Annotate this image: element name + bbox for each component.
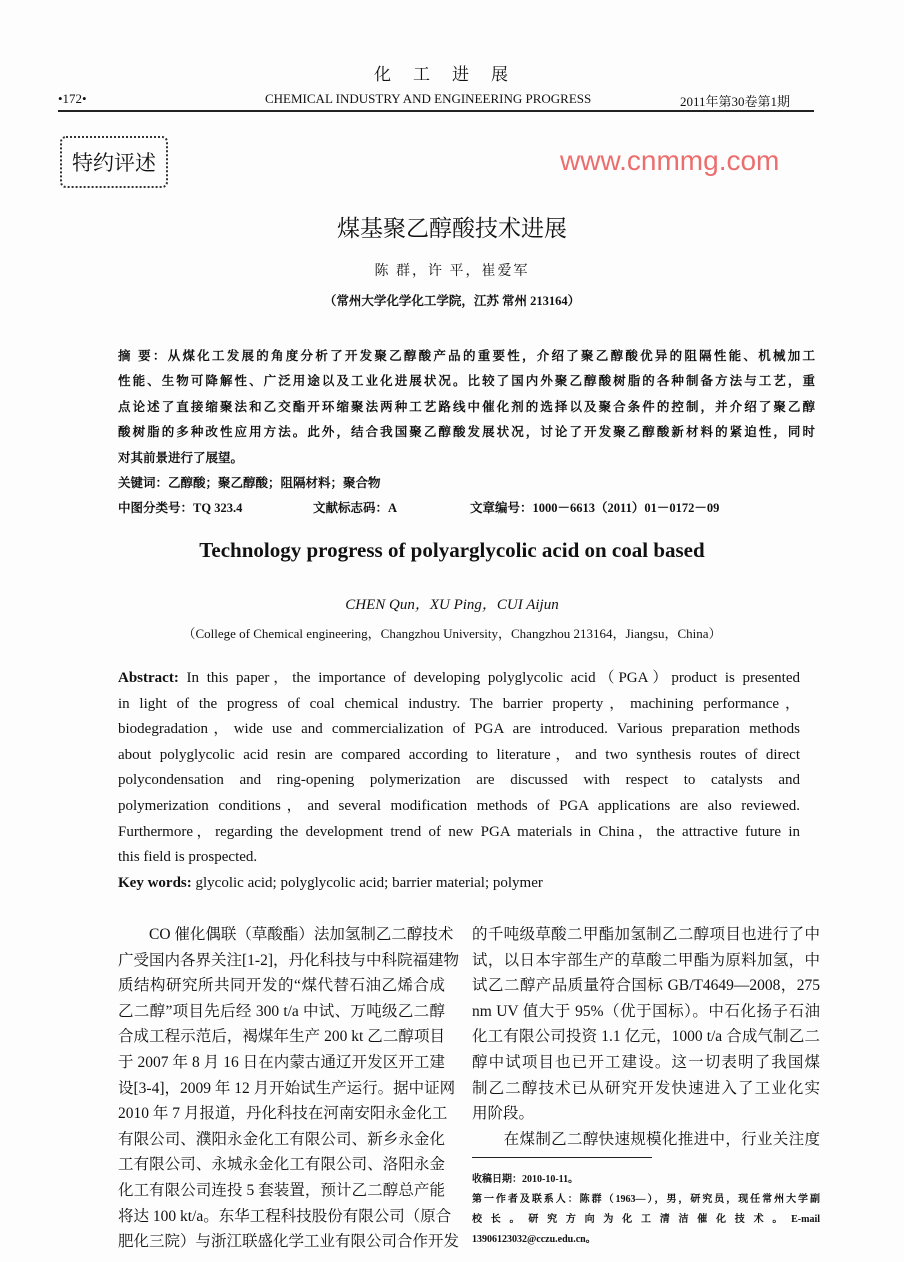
abstract-cn-line: 从煤化工发展的角度分析了开发聚乙醇酸产品的重要性，介绍了聚乙醇酸优异的阻隔性能、机械加工 (167, 349, 815, 363)
body-line: 于 2007 年 8 月 16 日在内蒙古通辽开发区开工建 (118, 1053, 445, 1071)
abstract-en-label: Abstract: (118, 670, 179, 686)
title-cn: 煤基聚乙醇酸技术进展 (337, 216, 567, 242)
article-number (470, 498, 719, 516)
body-line: 在煤制乙二醇快速规模化推进中，行业关注度 (472, 1130, 820, 1148)
doc-code-value: A (388, 501, 398, 515)
abstract-en-line: polymerization conditions，and several modification methods of PGA applications are also reviewed. (118, 797, 800, 814)
abstract-cn-line: 酸树脂的多种改性应用方法。此外，结合我国聚乙醇酸发展状况，讨论了开发聚乙醇酸新材料的紧迫性，同时 (118, 425, 815, 440)
page-number: •172• (58, 91, 87, 106)
keywords-cn (118, 471, 815, 496)
affiliation-en: （College of Chemical engineering，Changzhou University，Changzhou 213164，Jiangsu，China） (182, 626, 722, 641)
keywords-en (118, 875, 543, 892)
section-badge-label: 特约评述 (72, 151, 156, 175)
abstract-en-line: polycondensation and ring-opening polymerization are discussed with respect to catalysts and (118, 772, 800, 789)
body-line: 的千吨级草酸二甲酯加氢制乙二醇项目也进行了中 (472, 926, 820, 943)
footnote-author: 第一作者及联系人：陈群（1963—），男，研究员，现任常州大学副 (472, 1194, 820, 1205)
article-no-value: 1000－6613（2011）01－0172－09 (532, 501, 720, 515)
title-en: Technology progress of polyarglycolic acid on coal based (199, 538, 705, 562)
body-line: 2010 年 7 月报道，丹化科技在河南安阳永金化工 (118, 1105, 448, 1123)
abstract-en-line: In this paper，the importance of developing polyglycolic acid（PGA）product is presented (178, 670, 800, 686)
authors-cn: 陈 群，许 平，崔爱军 (374, 264, 530, 279)
clc-label: 中图分类号： (118, 501, 194, 515)
keywords-en-value: glycolic acid; polyglycolic acid; barrier material; polymer (191, 875, 543, 891)
body-line: 化工有限公司连投 5 套装置，预计乙二醇总产能 (118, 1181, 445, 1199)
doc-code-label: 文献标志码： (313, 501, 389, 515)
abstract-cn (118, 344, 815, 496)
abstract-en-line: biodegradation，wide use and commercialization of PGA are introduced. Various preparation methods (118, 721, 800, 738)
body-line: 工有限公司、永城永金化工有限公司、洛阳永金 (118, 1156, 445, 1174)
body-line: 设[3-4]，2009 年 12 月开始试生产运行。据中证网 (118, 1079, 456, 1097)
footnote-author: 校长。研究方向为化工清洁催化技术。E-mail (472, 1214, 820, 1225)
abstract-en-line: this field is prospected. (118, 849, 258, 866)
abstract-cn-line: 对其前景进行了展望。 (118, 450, 244, 465)
affiliation-cn: （常州大学化学化工学院，江苏 常州 213164） (323, 294, 581, 308)
authors-en: CHEN Qun，XU Ping，CUI Aijun (345, 597, 559, 613)
body-line: 醇中试项目也已开工建设。这一切表明了我国煤 (472, 1053, 820, 1071)
body-line: 将达 100 kt/a。东华工程科技股份有限公司（原合 (118, 1207, 452, 1225)
abstract-en-line: in light of the progress of coal chemical industry. The barrier property，machining performance， (118, 695, 800, 712)
watermark: www.cnmmg.com (560, 145, 780, 176)
body-column-left (118, 922, 460, 1255)
body-line: 合成工程示范后，褐煤年生产 200 kt 乙二醇项目 (118, 1028, 445, 1046)
body-line: 用阶段。 (472, 1105, 535, 1123)
document-code (313, 498, 397, 516)
clc-number (118, 498, 242, 516)
body-line: 化工有限公司投资 1.1 亿元，1000 t/a 合成气制乙二 (472, 1028, 820, 1046)
footnote-rule (472, 1157, 652, 1158)
keywords-cn-value: 乙醇酸；聚乙醇酸；阻隔材料；聚合物 (168, 476, 381, 491)
body-line: 肥化三院）与浙江联盛化学工业有限公司合作开发 (118, 1233, 460, 1251)
header-rule (58, 110, 814, 112)
section-badge (60, 136, 168, 188)
abstract-cn-label: 摘 要： (118, 349, 168, 363)
abstract-cn-line: 点论述了直接缩聚法和乙交酯开环缩聚法两种工艺路线中催化剂的选择以及聚合条件的控制，并介绍了聚乙醇 (118, 399, 815, 414)
footnote-received-date: 收稿日期：2010-10-11。 (472, 1174, 579, 1185)
body-line: 乙二醇”项目先后经 300 t/a 中试、万吨级乙二醇 (118, 1002, 445, 1020)
journal-name-en: CHEMICAL INDUSTRY AND ENGINEERING PROGRESS (265, 91, 592, 106)
body-line: 有限公司、濮阳永金化工有限公司、新乡永金化 (118, 1130, 445, 1148)
body-line: 广受国内各界关注[1-2]，丹化科技与中科院福建物 (118, 951, 459, 969)
body-line: 试，以日本宇部生产的草酸二甲酯为原料加氢，中 (472, 951, 820, 969)
clc-value: TQ 323.4 (193, 501, 243, 515)
issue-info: 2011年第30卷第1期 (680, 94, 791, 109)
body-line: 试乙二醇产品质量符合国标 GB/T4649—2008，275 (472, 977, 820, 995)
body-line: 质结构研究所共同开发的“煤代替石油乙烯合成 (118, 977, 445, 995)
body-line: CO 催化偶联（草酸酯）法加氢制乙二醇技术 (118, 926, 454, 943)
body-line: 制乙二醇技术已从研究开发快速进入了工业化实 (472, 1079, 820, 1097)
abstract-en-line: about polyglycolic acid resin are compared according to literature，and two synthesis routes of direct (118, 746, 800, 763)
footnote-email: 13906123032@cczu.edu.cn。 (472, 1234, 596, 1245)
abstract-en (118, 666, 800, 871)
abstract-cn-line: 性能、生物可降解性、广泛用途以及工业化进展状况。比较了国内外聚乙醇酸树脂的各种制备方法与工艺，重 (118, 374, 815, 389)
keywords-cn-label: 关键词： (118, 476, 169, 491)
body-column-right (472, 922, 820, 1152)
keywords-en-label: Key words: (118, 875, 192, 891)
footnotes (472, 1170, 820, 1250)
journal-name-cn: 化工进展 (374, 65, 530, 84)
article-no-label: 文章编号： (470, 501, 533, 515)
body-line: nm UV 值大于 95%（优于国标）。中石化扬子石油 (472, 1002, 820, 1020)
abstract-en-line: Furthermore，regarding the development trend of new PGA materials in China，the attractive future in (118, 823, 800, 840)
